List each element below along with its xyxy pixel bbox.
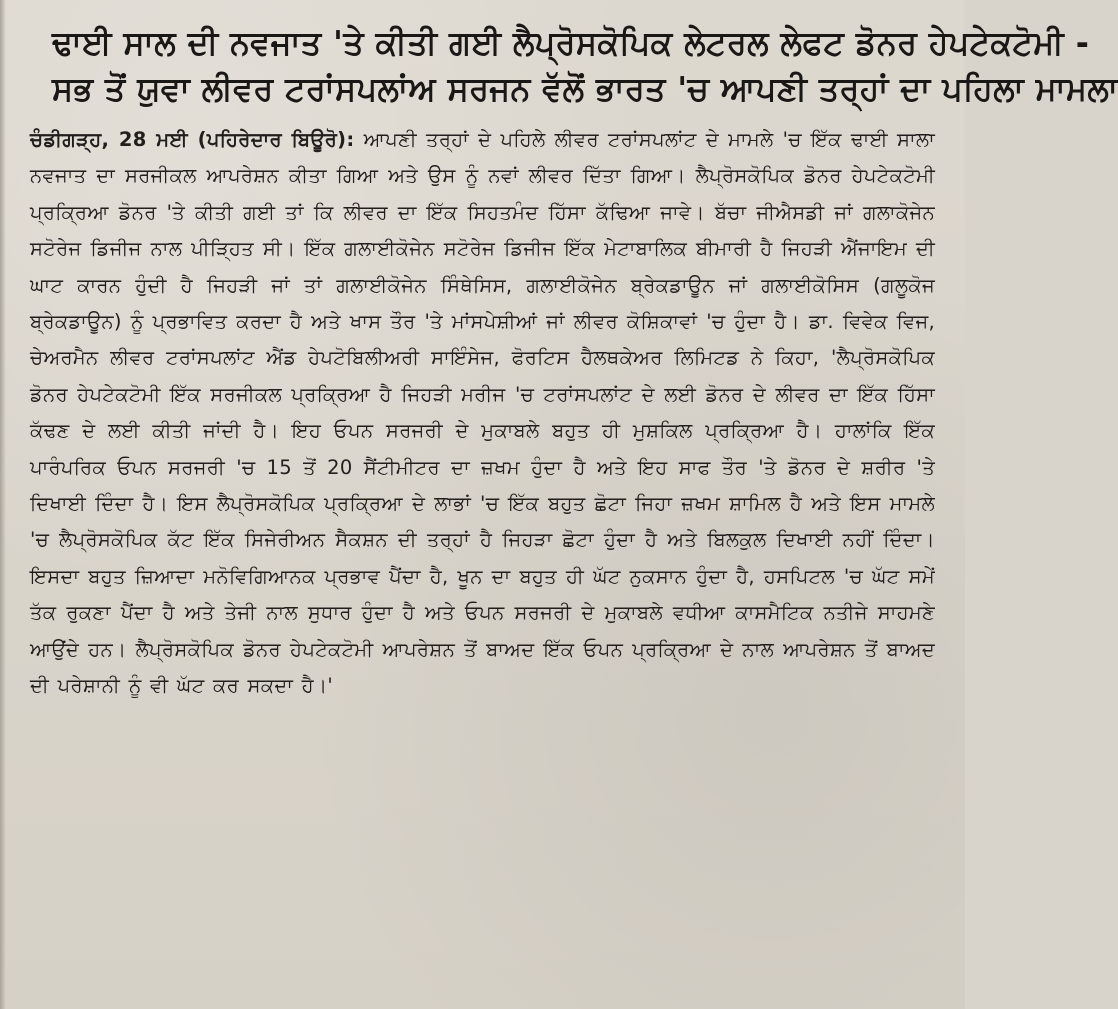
headline <box>26 20 1118 112</box>
article-paragraph <box>30 122 935 705</box>
article-body <box>26 122 939 705</box>
dateline: ਚੰਡੀਗੜ੍ਹ, 28 ਮਈ (ਪਹਿਰੇਦਾਰ ਬਿਊਰੋ): <box>30 128 355 151</box>
headline-line-1: ਢਾਈ ਸਾਲ ਦੀ ਨਵਜਾਤ 'ਤੇ ਕੀਤੀ ਗਈ ਲੈਪ੍ਰੋਸਕੋਪਿਕ ਲੇਟਰਲ ਲੇਫਟ ਡੋਨਰ ਹੇਪਟੇਕਟੋਮੀ - <box>51 23 1090 62</box>
article-text: ਆਪਣੀ ਤਰ੍ਹਾਂ ਦੇ ਪਹਿਲੇ ਲੀਵਰ ਟਰਾਂਸਪਲਾਂਟ ਦੇ ਮਾਮਲੇ 'ਚ ਇੱਕ ਢਾਈ ਸਾਲਾ ਨਵਜਾਤ ਦਾ ਸਰਜੀਕਲ ਆਪਰੇਸ਼ਨ ਕੀਤਾ ਗਿਆ ਅਤੇ ਉਸ ਨੂੰ ਨਵਾਂ ਲੀਵਰ ਦਿੱਤਾ ਗਿਆ। ਲੈਪ੍ਰੋਸਕੋਪਿਕ ਡੋਨਰ ਹੇਪਟੇਕਟੋਮੀ ਪ੍ਰਕ੍ਰਿਆ ਡੋਨਰ 'ਤੇ ਕੀਤੀ ਗਈ ਤਾਂ ਕਿ ਲੀਵਰ ਦਾ ਇੱਕ ਸਿਹਤਮੰਦ ਹਿੱਸਾ ਕੱਢਿਆ ਜਾਵੇ। ਬੱਚਾ ਜੀਐਸਡੀ ਜਾਂ ਗਲਾਕੋਜੇਨ ਸਟੋਰੇਜ ਡਿਜੀਜ ਨਾਲ ਪੀੜ੍ਹਿਤ ਸੀ। ਇੱਕ ਗਲਾਈਕੋਜੇਨ ਸਟੋਰੇਜ ਡਿਜੀਜ ਇੱਕ ਮੇਟਾਬਾਲਿਕ ਬੀਮਾਰੀ ਹੈ ਜਿਹੜੀ ਐਂਜਾਇਮ ਦੀ ਘਾਟ ਕਾਰਨ ਹੁੰਦੀ ਹੈ ਜਿਹੜੀ ਜਾਂ ਤਾਂ ਗਲਾਈਕੋਜੇਨ ਸਿੰਥੇਸਿਸ, ਗਲਾਈਕੋਜੇਨ ਬ੍ਰੇਕਡਾਊਨ ਜਾਂ ਗਲਾਈਕੋਸਿਸ (ਗਲੂਕੋਜ ਬ੍ਰੇਕਡਾਊਨ) ਨੂੰ ਪ੍ਰਭਾਵਿਤ ਕਰਦਾ ਹੈ ਅਤੇ ਖਾਸ ਤੌਰ 'ਤੇ ਮਾਂਸਪੇਸ਼ੀਆਂ ਜਾਂ ਲੀਵਰ ਕੋਸ਼ਿਕਾਵਾਂ 'ਚ ਹੁੰਦਾ ਹੈ। ਡਾ. ਵਿਵੇਕ ਵਿਜ, ਚੇਅਰਮੈਨ ਲੀਵਰ ਟਰਾਂਸਪਲਾਂਟ ਐਂਡ ਹੇਪਟੋਬਿਲੀਅਰੀ ਸਾਇੰਸੇਜ, ਫੋਰਟਿਸ ਹੈਲਥਕੇਅਰ ਲਿਮਿਟਡ ਨੇ ਕਿਹਾ, 'ਲੈਪ੍ਰੋਸਕੋਪਿਕ ਡੋਨਰ ਹੇਪਟੇਕਟੋਮੀ ਇੱਕ ਸਰਜੀਕਲ ਪ੍ਰਕ੍ਰਿਆ ਹੈ ਜਿਹੜੀ ਮਰੀਜ 'ਚ ਟਰਾਂਸਪਲਾਂਟ ਦੇ ਲਈ ਡੋਨਰ ਦੇ ਲੀਵਰ ਦਾ ਇੱਕ ਹਿੱਸਾ ਕੱਢਣ ਦੇ ਲਈ ਕੀਤੀ ਜਾਂਦੀ ਹੈ। ਇਹ ਓਪਨ ਸਰਜਰੀ ਦੇ ਮੁਕਾਬਲੇ ਬਹੁਤ ਹੀ ਮੁਸ਼ਕਿਲ ਪ੍ਰਕ੍ਰਿਆ ਹੈ। ਹਾਲਾਂਕਿ ਇੱਕ ਪਾਰੰਪਰਿਕ ਓਪਨ ਸਰਜਰੀ 'ਚ 15 ਤੋਂ 20 ਸੈਂਟੀਮੀਟਰ ਦਾ ਜ਼ਖਮ ਹੁੰਦਾ ਹੈ ਅਤੇ ਇਹ ਸਾਫ ਤੌਰ 'ਤੇ ਡੋਨਰ ਦੇ ਸ਼ਰੀਰ 'ਤੇ ਦਿਖਾਈ ਦਿੰਦਾ ਹੈ। ਇਸ ਲੈਪ੍ਰੋਸਕੋਪਿਕ ਪ੍ਰਕ੍ਰਿਆ ਦੇ ਲਾਭਾਂ 'ਚ ਇੱਕ ਬਹੁਤ ਛੋਟਾ ਜਿਹਾ ਜ਼ਖਮ ਸ਼ਾਮਿਲ ਹੈ ਅਤੇ ਇਸ ਮਾਮਲੇ 'ਚ ਲੈਪ੍ਰੋਸਕੋਪਿਕ ਕੱਟ ਇੱਕ ਸਿਜੇਰੀਅਨ ਸੈਕਸ਼ਨ ਦੀ ਤਰ੍ਹਾਂ ਹੈ ਜਿਹੜਾ ਛੋਟਾ ਹੁੰਦਾ ਹੈ ਅਤੇ ਬਿਲਕੁਲ ਦਿਖਾਈ ਨਹੀਂ ਦਿੰਦਾ। ਇਸਦਾ ਬਹੁਤ ਜ਼ਿਆਦਾ ਮਨੋਵਿਗਿਆਨਕ ਪ੍ਰਭਾਵ ਪੈਂਦਾ ਹੈ, ਖੂਨ ਦਾ ਬਹੁਤ ਹੀ ਘੱਟ ਨੁਕਸਾਨ ਹੁੰਦਾ ਹੈ, ਹਸਪਿਟਲ 'ਚ ਘੱਟ ਸਮੇਂ ਤੱਕ ਰੁਕਣਾ ਪੈਂਦਾ ਹੈ ਅਤੇ ਤੇਜੀ ਨਾਲ ਸੁਧਾਰ ਹੁੰਦਾ ਹੈ ਅਤੇ ਓਪਨ ਸਰਜਰੀ ਦੇ ਮੁਕਾਬਲੇ ਵਧੀਆ ਕਾਸਮੈਟਿਕ ਨਤੀਜੇ ਸਾਹਮਣੇ ਆਉਂਦੇ ਹਨ। ਲੈਪ੍ਰੋਸਕੋਪਿਕ ਡੋਨਰ ਹੇਪਟੇਕਟੋਮੀ ਆਪਰੇਸ਼ਨ ਤੋਂ ਬਾਅਦ ਇੱਕ ਓਪਨ ਪ੍ਰਕ੍ਰਿਆ ਦੇ ਨਾਲ ਆਪਰੇਸ਼ਨ ਤੋਂ ਬਾਅਦ ਦੀ ਪਰੇਸ਼ਾਨੀ ਨੂੰ ਵੀ ਘੱਟ ਕਰ ਸਕਦਾ ਹੈ।' <box>30 128 935 698</box>
headline-line-2: ਸਭ ਤੋਂ ਯੁਵਾ ਲੀਵਰ ਟਰਾਂਸਪਲਾਂਅ ਸਰਜਨ ਵੱਲੋਂ ਭਾਰਤ 'ਚ ਆਪਣੀ ਤਰ੍ਹਾਂ ਦਾ ਪਹਿਲਾ ਮਾਮਲਾ <box>51 69 1118 108</box>
